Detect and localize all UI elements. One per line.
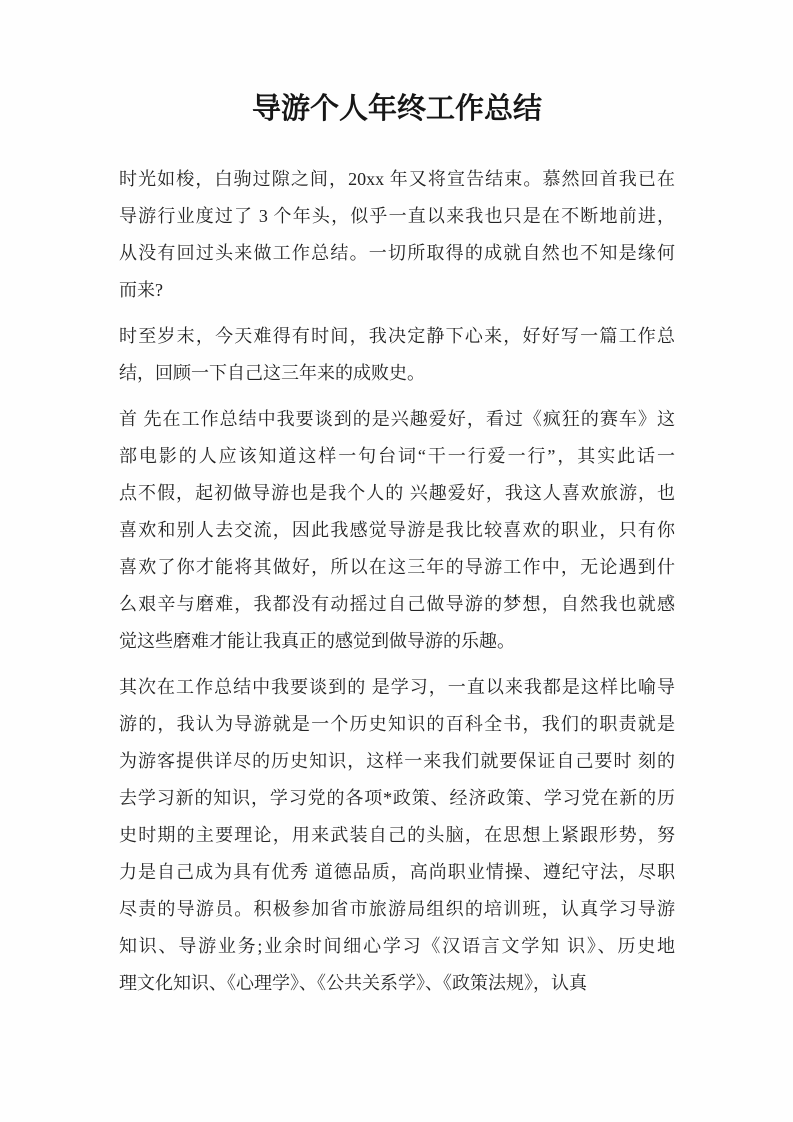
paragraph-line: 么艰辛与磨难，我都没有动摇过自己做导游的梦想，自然我也就感: [119, 594, 675, 614]
paragraph-line: 理文化知识、《心理学》、《公共关系学》、《政策法规》，认真: [119, 973, 587, 993]
paragraph-line: 其次在工作总结中我要谈到的 是学习，一直以来我都是这样比喻导: [119, 677, 675, 697]
paragraph-line: 去学习新的知识，学习党的各项*政策、经济政策、学习党在新的历: [119, 788, 675, 808]
paragraph: [119, 669, 675, 1002]
paragraph-line: 时光如梭，白驹过隙之间，20xx 年又将宣告结束。慕然回首我已在: [119, 169, 675, 189]
paragraph-line: 喜欢和别人去交流，因此我感觉导游是我比较喜欢的职业，只有你: [119, 520, 675, 540]
document-body: [119, 161, 675, 1002]
paragraph-line: 导游行业度过了 3 个年头，似乎一直以来我也只是在不断地前进，: [119, 206, 675, 226]
paragraph-line: 时至岁末，今天难得有时间，我决定静下心来，好好写一篇工作总: [119, 326, 675, 346]
paragraph-line: 为游客提供详尽的历史知识，这样一来我们就要保证自己要时 刻的: [119, 751, 675, 771]
paragraph: [119, 318, 675, 392]
paragraph-line: 力是自己成为具有优秀 道德品质，高尚职业情操、遵纪守法，尽职: [119, 862, 675, 882]
paragraph-line: 知识、导游业务;业余时间细心学习《汉语言文学知 识》、历史地: [119, 936, 675, 956]
paragraph-line: 从没有回过头来做工作总结。一切所取得的成就自然也不知是缘何: [119, 243, 675, 263]
paragraph-line: 而来?: [119, 280, 163, 300]
paragraph-line: 部电影的人应该知道这样一句台词“干一行爱一行”，其实此话一: [119, 446, 675, 466]
paragraph: [119, 401, 675, 660]
paragraph-line: 结，回顾一下自己这三年来的成败史。: [119, 363, 425, 383]
paragraph-line: 首 先在工作总结中我要谈到的是兴趣爱好，看过《疯狂的赛车》这: [119, 409, 675, 429]
paragraph-line: 点不假，起初做导游也是我个人的 兴趣爱好，我这人喜欢旅游，也: [119, 483, 675, 503]
paragraph-line: 游的，我认为导游就是一个历史知识的百科全书，我们的职责就是: [119, 714, 675, 734]
paragraph-line: 尽责的导游员。积极参加省市旅游局组织的培训班，认真学习导游: [119, 899, 675, 919]
document-title: 导游个人年终工作总结: [251, 93, 542, 125]
paragraph-line: 史时期的主要理论，用来武装自己的头脑，在思想上紧跟形势，努: [119, 825, 675, 845]
paragraph: [119, 161, 675, 309]
paragraph-line: 喜欢了你才能将其做好，所以在这三年的导游工作中，无论遇到什: [119, 557, 675, 577]
document-content: [119, 0, 675, 1011]
paragraph-line: 觉这些磨难才能让我真正的感觉到做导游的乐趣。: [119, 631, 515, 651]
